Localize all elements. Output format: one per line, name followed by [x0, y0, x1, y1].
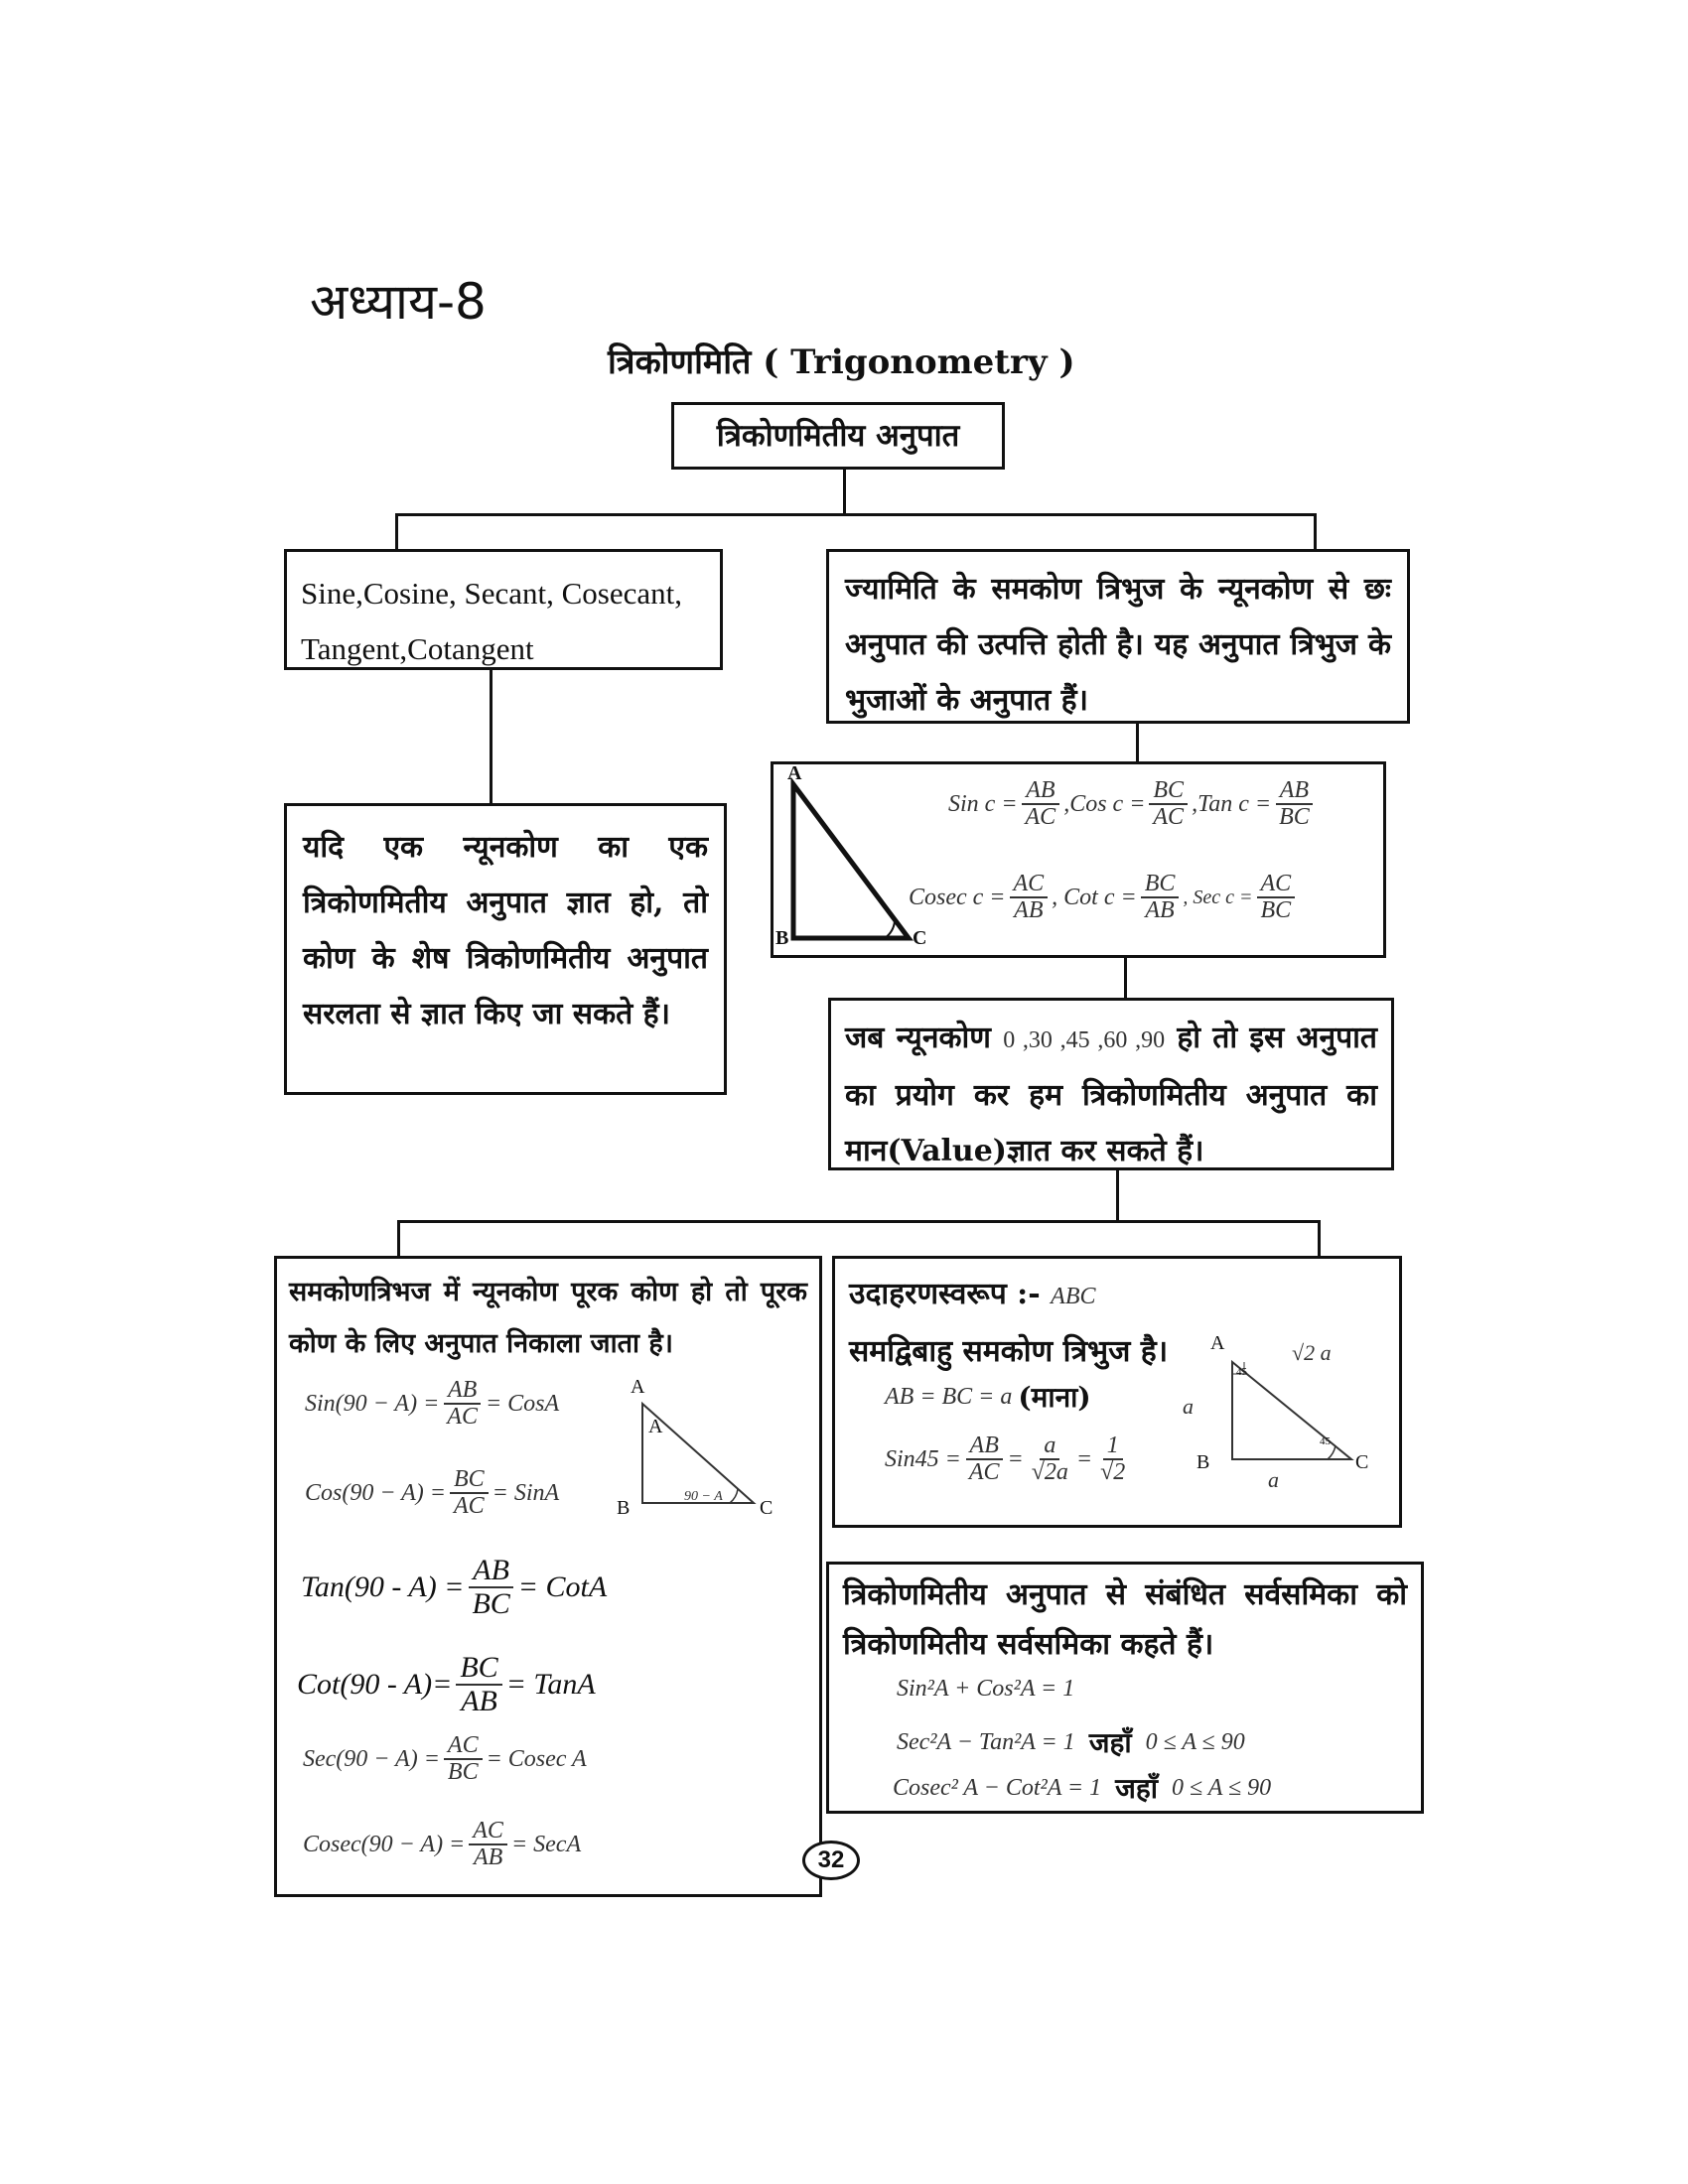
- identity-3-eq: Cosec² A − Cot²A = 1: [893, 1774, 1102, 1801]
- identity-2-eq: Sec²A − Tan²A = 1: [897, 1728, 1075, 1755]
- eq-tan-90-rhs: = CotA: [517, 1570, 608, 1603]
- connector: [843, 470, 846, 515]
- eq-cosec-90: [303, 1819, 581, 1870]
- assume-row: [885, 1378, 1091, 1416]
- connector: [1116, 1170, 1119, 1222]
- assume-word: (माना): [1018, 1381, 1091, 1414]
- standard-angles-box: [828, 998, 1394, 1170]
- angle-values: 0 ,30 ,45 ,60 ,90: [1003, 1027, 1166, 1053]
- sin-num: AB: [1022, 778, 1058, 805]
- sec-lhs: , Sec c =: [1183, 886, 1253, 908]
- iso-hyp-label: √2 a: [1292, 1340, 1332, 1365]
- eq-sin-90-den: AC: [447, 1404, 478, 1431]
- iso-left-label: a: [1183, 1394, 1194, 1419]
- cos-den: AC: [1153, 804, 1185, 831]
- identity-1-eq: Sin²A + Cos²A = 1: [897, 1676, 1075, 1702]
- tan-num: AB: [1276, 778, 1313, 805]
- example-heading-post: समद्विबाहु समकोण त्रिभुज है।: [849, 1334, 1169, 1369]
- complementary-box: [274, 1256, 822, 1897]
- sin45-f3-den: √2: [1100, 1459, 1126, 1486]
- example-heading-pre: उदाहरणस्वरूप :-: [849, 1277, 1041, 1311]
- eq-cos-90-den: AC: [453, 1493, 485, 1520]
- connector: [395, 513, 1317, 516]
- eq-tan-90: [301, 1555, 607, 1619]
- cosec-num: AC: [1010, 872, 1049, 898]
- root-label: त्रिकोणमितीय अनुपात: [716, 418, 960, 454]
- eq-tan-90-lhs: Tan(90 - A) =: [301, 1570, 465, 1603]
- sin45-f2-num: a: [1040, 1433, 1059, 1460]
- sec-den: BC: [1260, 897, 1292, 924]
- eq-tan-90-num: AB: [469, 1555, 513, 1588]
- eq-sin-90: [305, 1378, 559, 1430]
- iso-vertex-a: A: [1210, 1332, 1225, 1354]
- sin45-f1-num: AB: [966, 1433, 1003, 1460]
- eq-cos-90: [305, 1467, 559, 1519]
- example-heading: [849, 1267, 1206, 1380]
- origin-box: [826, 549, 1410, 724]
- comp-angle-a: A: [648, 1416, 663, 1437]
- iso-vertex-b: B: [1196, 1451, 1210, 1473]
- vertex-label-a: A: [787, 762, 802, 784]
- identity-3-range: 0 ≤ A ≤ 90: [1172, 1774, 1272, 1801]
- origin-text: ज्यामिति के समकोण त्रिभुज के न्यूनकोण से छः अनुपात की उत्पत्ति होती है। यह अनुपात त्रिभुज के भुजाओं के अनुपात हैं।: [845, 572, 1391, 718]
- identity-1: [897, 1676, 1074, 1703]
- standard-angles-text: [845, 1011, 1377, 1179]
- comp-vertex-a: A: [631, 1376, 645, 1398]
- chapter-heading: अध्याय-8: [310, 273, 487, 331]
- sin45-eq: Sin45 = $\frac{AB}{AC}$ = $\frac{a}{√2a}$ = $\frac{1}{√2}$: [885, 1433, 1133, 1485]
- eq-cosec-90-lhs: Cosec(90 − A) =: [303, 1831, 466, 1857]
- tan-lhs: ,Tan c =: [1192, 790, 1272, 817]
- eq-cot-90: [297, 1652, 596, 1716]
- page-title: त्रिकोणमिति ( Trigonometry ): [608, 342, 1075, 382]
- connector: [1124, 958, 1127, 1000]
- ratio-row-1: [948, 778, 1318, 830]
- eq-cos-90-lhs: Cos(90 − A) =: [305, 1479, 446, 1506]
- eq-sin-90-lhs: Sin(90 − A) =: [305, 1390, 440, 1417]
- eq-cot-90-num: BC: [456, 1652, 501, 1686]
- known-ratio-text: यदि एक न्यूनकोण का एक त्रिकोणमितीय अनुपात ज्ञात हो, तो कोण के शेष त्रिकोणमितीय अनुपात सरलता से ज्ञात किए जा सकते हैं।: [303, 830, 708, 1031]
- standard-angles-post: हो तो इस अनुपात का प्रयोग कर हम त्रिकोणमितीय अनुपात का मान(Value)ज्ञात कर सकते हैं।: [845, 1021, 1378, 1168]
- page-number-text: 32: [817, 1846, 845, 1873]
- identity-3-where: जहाँ: [1115, 1772, 1159, 1805]
- comp-vertex-b: B: [617, 1497, 631, 1519]
- eq-cosec-90-rhs: = SecA: [510, 1831, 582, 1857]
- ratio-names-box: [284, 549, 723, 670]
- complementary-text: समकोणत्रिभज में न्यूनकोण पूरक कोण हो तो पूरक कोण के लिए अनुपात निकाला जाता है।: [289, 1277, 807, 1359]
- example-box: [832, 1256, 1402, 1528]
- eq-cosec-90-den: AB: [473, 1844, 503, 1871]
- cosec-den: AB: [1014, 897, 1044, 924]
- eq-cosec-90-num: AC: [469, 1819, 507, 1845]
- iso-base-label: a: [1268, 1467, 1279, 1492]
- identity-2: [897, 1723, 1245, 1761]
- eq-cot-90-lhs: Cot(90 - A)=: [297, 1667, 453, 1701]
- eq-sec-90-rhs: = Cosec A: [486, 1745, 587, 1772]
- iso-angle-top: 45: [1236, 1366, 1247, 1378]
- eq-sec-90-lhs: Sec(90 − A) =: [303, 1745, 440, 1772]
- connector: [397, 1220, 400, 1258]
- sin45-f1-den: AC: [968, 1459, 1000, 1486]
- eq-tan-90-den: BC: [472, 1586, 510, 1620]
- ratio-row-2: [909, 872, 1299, 923]
- connector: [1136, 724, 1139, 763]
- ratio-names-line2: Tangent,Cotangent: [301, 631, 534, 666]
- eq-sin-90-rhs: = CosA: [485, 1390, 560, 1417]
- eq-cot-90-rhs: = TanA: [505, 1667, 596, 1701]
- eq-cot-90-den: AB: [461, 1684, 497, 1717]
- iso-vertex-c: C: [1355, 1451, 1369, 1473]
- eq-cos-90-rhs: = SinA: [492, 1479, 560, 1506]
- identity-3: [893, 1769, 1271, 1807]
- cosec-lhs: Cosec c =: [909, 884, 1006, 910]
- vertex-label-c: C: [913, 927, 927, 949]
- eq-cos-90-num: BC: [450, 1467, 489, 1494]
- sin45-f2-den: √2a: [1031, 1459, 1068, 1486]
- cot-num: BC: [1141, 872, 1180, 898]
- ratio-names-line1: Sine,Cosine, Secant, Cosecant,: [301, 576, 682, 611]
- sin-lhs: Sin c =: [948, 790, 1018, 817]
- cos-num: BC: [1149, 778, 1188, 805]
- eq-sec-90-den: BC: [447, 1759, 479, 1786]
- connector: [395, 513, 398, 551]
- connector: [1318, 1220, 1321, 1258]
- identities-box: [826, 1562, 1424, 1814]
- cot-den: AB: [1145, 897, 1175, 924]
- sin45-f3-num: 1: [1103, 1433, 1123, 1460]
- connector: [490, 670, 492, 805]
- identities-text: त्रिकोणमितीय अनुपात से संबंधित सर्वसमिका को त्रिकोणमितीय सर्वसमिका कहते हैं।: [843, 1577, 1407, 1662]
- root-box: [671, 402, 1005, 470]
- sin-den: AC: [1025, 804, 1056, 831]
- standard-angles-pre: जब न्यूनकोण: [845, 1021, 991, 1055]
- sec-num: AC: [1257, 872, 1296, 898]
- vertex-label-b: B: [775, 927, 789, 949]
- known-ratio-box: [284, 803, 727, 1095]
- cos-lhs: ,Cos c =: [1063, 790, 1146, 817]
- eq-sin-90-num: AB: [444, 1378, 481, 1405]
- assume-eq: AB = BC = a: [885, 1383, 1013, 1410]
- iso-angle-c: 45: [1320, 1435, 1331, 1447]
- sin45-lhs: Sin45 =: [885, 1445, 961, 1472]
- identity-2-range: 0 ≤ A ≤ 90: [1145, 1728, 1245, 1755]
- example-heading-abc: ABC: [1051, 1284, 1096, 1309]
- identity-2-where: जहाँ: [1088, 1726, 1132, 1759]
- eq-sec-90-num: AC: [444, 1733, 483, 1760]
- comp-angle-c: 90 − A: [684, 1489, 723, 1504]
- page-number: [802, 1841, 860, 1880]
- connector: [1314, 513, 1317, 551]
- connector: [397, 1220, 1321, 1223]
- cot-lhs: , Cot c =: [1052, 884, 1137, 910]
- ratios-box: [771, 761, 1386, 958]
- comp-vertex-c: C: [760, 1497, 774, 1519]
- eq-sec-90: [303, 1733, 587, 1785]
- tan-den: BC: [1279, 804, 1310, 831]
